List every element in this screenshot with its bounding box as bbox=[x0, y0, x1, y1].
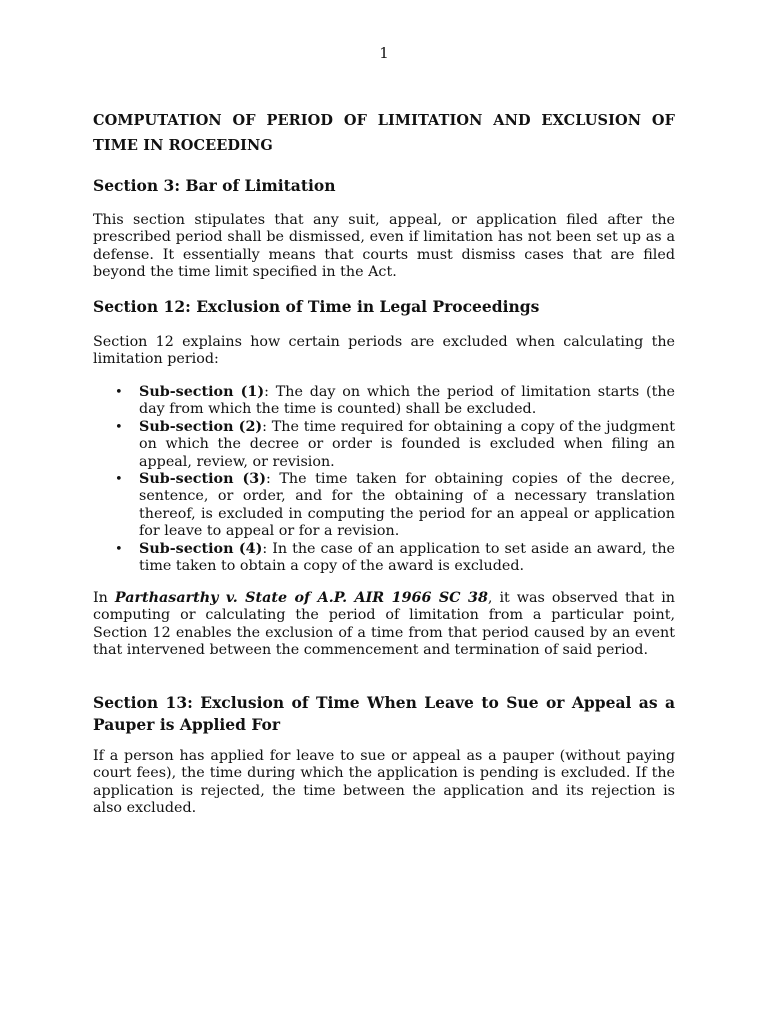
list-item-sub-section-2 bbox=[93, 419, 675, 471]
bullet-icon: • bbox=[115, 419, 123, 435]
sub-section-label: Sub-section (4) bbox=[139, 540, 263, 557]
sub-section-text: : The time taken for obtaining copies of the decree, sentence, or order, and for the obtaining of a necessary translation thereof, is excluded in computing the period for an appeal or application for leave to appeal or for a revision. bbox=[139, 471, 675, 540]
sub-section-label: Sub-section (1) bbox=[139, 384, 265, 400]
bullet-icon: • bbox=[115, 541, 123, 557]
section-12-intro: Section 12 explains how certain periods are excluded when calculating the limitation period: bbox=[93, 334, 675, 368]
case-paragraph bbox=[93, 590, 675, 660]
bullet-icon: • bbox=[115, 472, 123, 488]
list-item-sub-section-4 bbox=[93, 541, 675, 576]
document-page bbox=[93, 0, 675, 1024]
sub-section-text: : The time required for obtaining a copy of the judgment on which the decree or order is founded is excluded when filing an appeal, review, or revision. bbox=[139, 418, 676, 470]
sub-section-text: : The day on which the period of limitation starts (the day from which the time is counted) shall be excluded. bbox=[139, 384, 675, 418]
list-item-sub-section-3 bbox=[93, 471, 675, 541]
bullet-icon: • bbox=[115, 385, 123, 400]
section-3-text: This section stipulates that any suit, appeal, or application filed after the prescribed period shall be dismissed, even if limitation has not been set up as a defense. It essentially means that courts must dismiss cases that are filed beyond the time limit specified in the Act. bbox=[93, 212, 675, 281]
case-citation: Parthasarthy v. State of A.P. AIR 1966 SC 38 bbox=[114, 590, 488, 606]
section-3-heading: Section 3: Bar of Limitation bbox=[93, 176, 336, 195]
sub-section-text: : In the case of an application to set aside an award, the time taken to obtain a copy of the award is excluded. bbox=[139, 540, 676, 575]
page-number: 1 bbox=[379, 44, 389, 62]
section-12-heading: Section 12: Exclusion of Time in Legal Proceedings bbox=[93, 297, 540, 316]
section-13-heading: Section 13: Exclusion of Time When Leave to Sue or Appeal as a Pauper is Applied For bbox=[93, 693, 675, 734]
sub-section-label: Sub-section (3) bbox=[139, 471, 266, 488]
sub-section-list bbox=[93, 384, 675, 575]
case-prefix: In bbox=[93, 590, 115, 606]
sub-section-label: Sub-section (2) bbox=[139, 418, 263, 435]
section-13-text: If a person has applied for leave to sue or appeal as a pauper (without paying court fees), the time during which the application is pending is excluded. If the application is rejected, the time between the application and its rejection is also excluded. bbox=[93, 748, 675, 817]
document-title: COMPUTATION OF PERIOD OF LIMITATION AND EXCLUSION OF TIME IN ROCEEDING bbox=[93, 112, 675, 154]
case-text: , it was observed that in computing or calculating the period of limitation from a particular point, Section 12 enables the exclusion of a time from that period caused by an event that intervened between the commencement and termination of said period. bbox=[93, 590, 675, 659]
list-item-sub-section-1 bbox=[93, 384, 675, 419]
